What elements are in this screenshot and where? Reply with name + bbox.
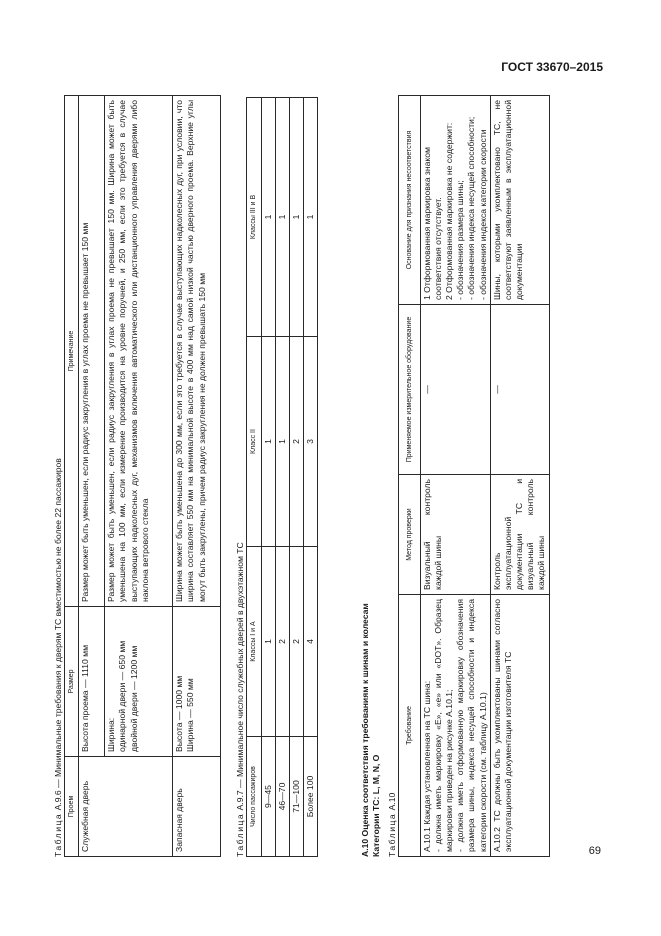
table-row: [289, 98, 303, 857]
column-header: Число пассажиров: [247, 737, 261, 857]
table-row: [304, 98, 318, 857]
table-cell: 2: [289, 547, 303, 737]
table-row: [420, 96, 490, 857]
table-title: — Минимальные требования к дверям ТС вместимостью не более 22 пассажиров: [53, 458, 63, 791]
rotated-content: [53, 87, 613, 857]
table-cell: 2: [289, 337, 303, 547]
table-cell: 1: [304, 98, 318, 337]
table-cell: Высота проема — 1110 мм: [79, 607, 105, 757]
table-cell: Шины, которыми укомплектовано ТС, не соответствуют заявленным в эксплуатационной документации: [490, 96, 549, 305]
table-cell: Высота — 1000 мм Ширина — 550 мм: [173, 607, 221, 757]
table-cell: 1: [289, 98, 303, 337]
table-cell: Ширина может быть уменьшена до 300 мм, если это требуется в случае выступающих надколесных дуг, при условии, что ширина составляет 550 мм на минимальной высоте в 400 мм над самой низкой частью дверного проема. Верхние углы могут быть закруглены, причем радиус закругления не должен превышать 150 мм: [173, 96, 221, 607]
table-cell: Размер может быть уменьшен, если радиус закругления в углах проема не превышает 150 мм. Ширина может быть уменьшена на 100 мм, если измерение производится на уровне поручней, и 250 мм, если это требуется в случае выступающих надколесных дуг, механизмов включения автоматического или дистанционного управления дверями либо наклона ветрового стекла: [105, 96, 173, 607]
column-header: Класс II: [247, 337, 261, 547]
table-label: Таблица: [386, 812, 397, 857]
column-header: Основание для признания несоответствия: [398, 96, 420, 305]
table-number: А.9.6: [53, 790, 63, 811]
column-header: Применяемое измерительное оборудование: [398, 305, 420, 475]
table-cell: 4: [304, 547, 318, 737]
table-cell: Более 100: [304, 737, 318, 857]
table-cell: 2: [275, 547, 289, 737]
column-header: Классы I и A: [247, 547, 261, 737]
table-a10-caption: [387, 87, 398, 857]
table-cell: 1: [261, 547, 275, 737]
table-row: [105, 96, 173, 857]
table-cell: 1: [261, 98, 275, 337]
table-row: [490, 96, 549, 857]
table-cell: Размер может быть уменьшен, если радиус закругления в углах проема не превышает 150 мм: [79, 96, 105, 607]
section-categories: Категории ТС: L, M, N, O: [371, 754, 382, 857]
table-cell: —: [490, 305, 549, 475]
section-heading: А.10 Оценка соответствия требованиям к шинам и колесам: [360, 603, 371, 857]
table-row: [173, 96, 221, 857]
table-row: [261, 98, 275, 857]
table-cell: 1: [261, 337, 275, 547]
column-header: Размер: [65, 607, 79, 757]
table-cell: —: [420, 305, 490, 475]
table-cell: 1: [275, 337, 289, 547]
column-header: Классы III и B: [247, 98, 261, 337]
column-header: Примечание: [65, 96, 79, 607]
table-a97-caption: [235, 87, 246, 857]
table-cell: 71—100: [289, 737, 303, 857]
standard-designation: ГОСТ 33670–2015: [501, 60, 603, 74]
table-cell: Контроль эксплуатационной документации ТС и визуальный контроль каждой шины: [490, 475, 549, 595]
table-cell: 3: [304, 337, 318, 547]
table-a10: [398, 95, 550, 857]
table-cell: Визуальный контроль каждой шины: [420, 475, 490, 595]
table-cell: Ширина: одинарной двери — 650 мм двойной двери — 1200 мм: [105, 607, 173, 757]
table-cell: 1: [275, 98, 289, 337]
table-title: — Минимальное число служебных дверей в двухэтажном ТС: [235, 542, 246, 791]
table-a96: [64, 95, 221, 857]
table-a97: [246, 97, 318, 857]
table-cell: Служебная дверь: [79, 757, 173, 857]
table-cell: А.10.2 ТС должны быть укомплектованы шинами согласно эксплуатационной документации изготовителя ТС: [490, 595, 549, 857]
column-header: Проем: [65, 757, 79, 857]
table-label: Таблица: [235, 812, 246, 857]
table-number: А.10: [386, 792, 397, 811]
column-header: Метод проверки: [398, 475, 420, 595]
table-a96-caption: [53, 87, 64, 857]
table-cell: 46—70: [275, 737, 289, 857]
table-cell: 1 Отформованная маркировка знаком соответствия отсутствует. 2 Отформованная маркировка не содержит: - обозначения размера шины; - обозначения индекса несущей способности; - обозначения индекса категории скорости: [420, 96, 490, 305]
table-cell: Запасная дверь: [173, 757, 221, 857]
page-number: 69: [588, 845, 601, 857]
table-number: А.9.7: [235, 790, 246, 811]
table-row: [79, 96, 105, 857]
table-cell: А.10.1 Каждая установленная на ТС шина: - должна иметь маркировку «E», «e» или «DOT». Образец маркировки приведен на рисунке А.10.1; - должна иметь отформованную маркировку обозначения размера шины, индекса несущей способности и индекса категории скорости (см. таблицу А.10.1): [420, 595, 490, 857]
table-label: Таблица: [53, 812, 63, 857]
table-cell: 9—45: [261, 737, 275, 857]
column-header: Требование: [398, 595, 420, 857]
table-row: [275, 98, 289, 857]
